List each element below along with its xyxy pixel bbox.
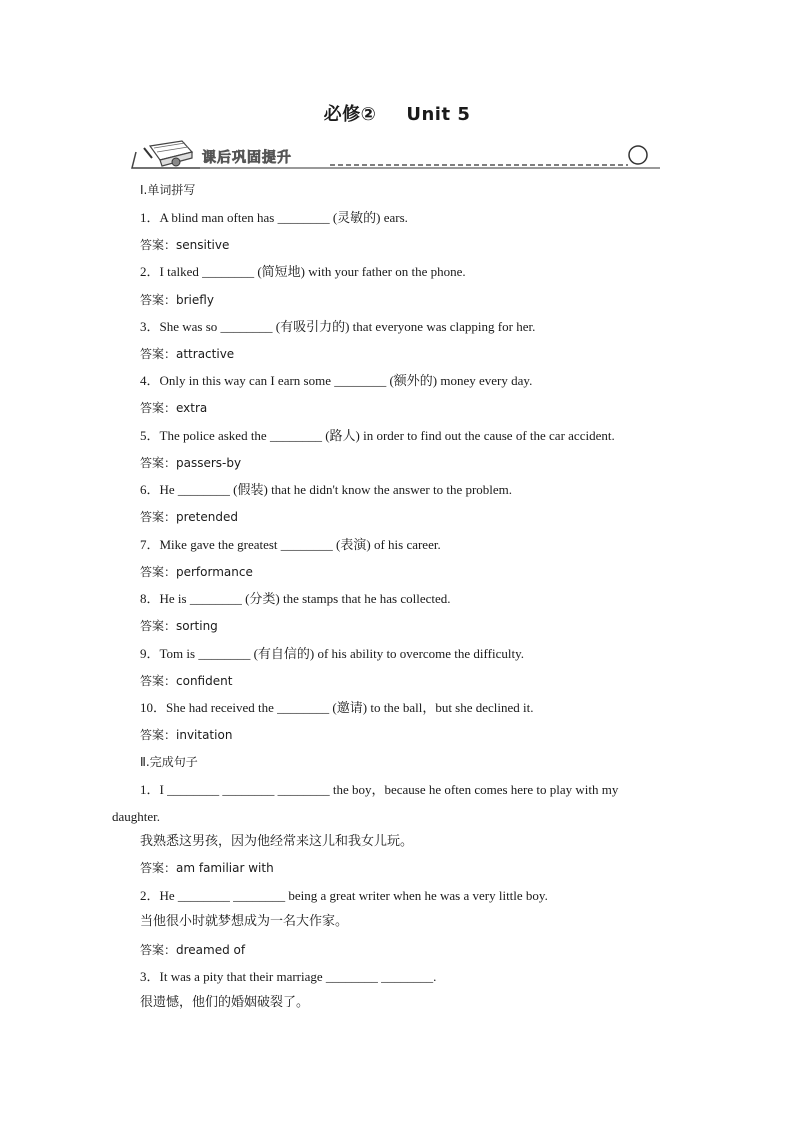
s2-q3: 3．It was a pity that their marriage ________ ________. [140,969,437,984]
s1-a2: 答案：briefly [140,293,214,307]
s1-q9: 9．Tom is ________ (有自信的) of his ability to overcome the difficulty. [140,646,524,661]
banner-label: 课后巩固提升 [202,150,292,166]
s1-a5: 答案：passers-by [140,456,242,470]
s1-q4: 4．Only in this way can I earn some ________ (额外的) money every day. [140,373,533,388]
s1-a8: 答案：sorting [140,619,218,633]
page-title [0,100,794,126]
section-banner [130,138,660,172]
s1-q1: 1．A blind man often has ________ (灵敏的) ears. [140,210,408,225]
s2-q1: 1．I ________ ________ ________ the boy，because he often comes here to play with my [140,782,619,797]
s2-a1: 答案：am familiar with [140,861,274,875]
s1-q5: 5．The police asked the ________ (路人) in order to find out the cause of the car accident. [140,428,615,443]
section1-heading: Ⅰ.单词拼写 [140,183,196,197]
section2-heading: Ⅱ.完成句子 [140,755,198,769]
s1-a1: 答案：sensitive [140,238,230,252]
s1-q2: 2．I talked ________ (简短地) with your father on the phone. [140,264,466,279]
title-book: 必修② [323,104,377,125]
s1-a4: 答案：extra [140,401,208,415]
s2-cn2: 当他很小时就梦想成为一名大作家。 [140,914,349,929]
s1-q10: 10．She had received the ________ (邀请) to the ball，but she declined it. [140,700,534,715]
title-unit: Unit 5 [406,104,471,125]
s1-a9: 答案：confident [140,674,233,688]
s1-a3: 答案：attractive [140,347,235,361]
s1-q8: 8．He is ________ (分类) the stamps that he has collected. [140,591,451,606]
s2-cn3: 很遗憾，他们的婚姻破裂了。 [140,995,310,1010]
s2-a2: 答案：dreamed of [140,943,246,957]
s1-a10: 答案：invitation [140,728,233,742]
s2-q2: 2．He ________ ________ being a great writer when he was a very little boy. [140,888,548,903]
s1-q6: 6．He ________ (假装) that he didn't know the answer to the problem. [140,482,513,497]
s1-a7: 答案：performance [140,565,253,579]
s2-cn1: 我熟悉这男孩，因为他经常来这儿和我女儿玩。 [140,834,414,849]
s1-a6: 答案：pretended [140,510,238,524]
s1-q3: 3．She was so ________ (有吸引力的) that everyone was clapping for her. [140,319,536,334]
s1-q7: 7．Mike gave the greatest ________ (表演) of his career. [140,537,441,552]
s2-q1-continued: daughter. [112,809,161,824]
